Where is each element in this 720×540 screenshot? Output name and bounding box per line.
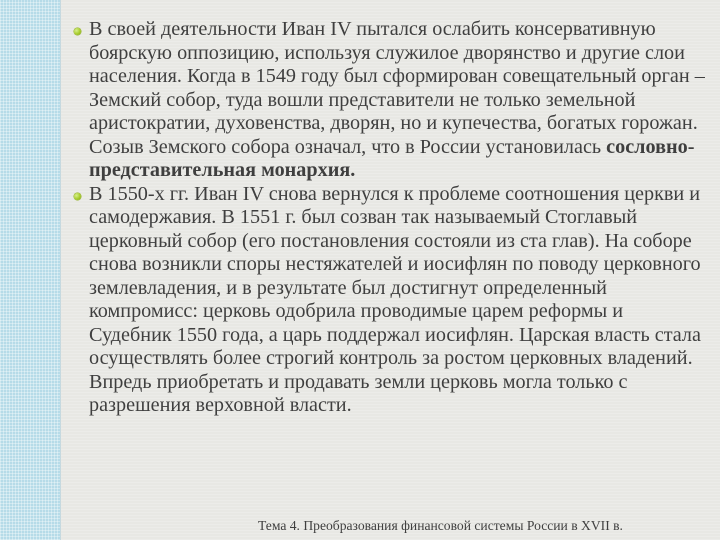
- bullet-icon: [74, 28, 81, 35]
- slide-body: [70, 18, 710, 418]
- paragraph-2-text: В 1550-х гг. Иван IV снова вернулся к проблеме соотношения церкви и самодержавия. В 1551 г. был созван так называемый Стоглавый церковный собор (его постановления состояли из ста глав). На соборе снова возникли споры нестяжателей и иосифлян по поводу церковного землевладения, и в результате был достигнут определенный компромисс: церковь одобрила проводимые царем реформы и Судебник 1550 года, а царь поддержал иосифлян. Царская власть стала осуществлять более строгий контроль за ростом церковных владений. Впредь приобретать и продавать земли церковь могла только с разрешения верховной власти.: [89, 182, 701, 416]
- paragraph-1-text: В своей деятельности Иван IV пытался ослабить консервативную боярскую оппозицию, используя служилое дворянство и другие слои населения. Когда в 1549 году был сформирован совещательный орган – Земский собор, туда вошли представители не только земельной аристократии, духовенства, дворян, но и купечества, богатых горожан. Созыв Земского собора означал, что в России установилась: [89, 18, 705, 158]
- paragraph-1-end: .: [350, 159, 356, 181]
- bullet-icon: [74, 193, 81, 200]
- slide-footer: Тема 4. Преобразования финансовой системы России в XVII в.: [258, 518, 623, 533]
- paragraph-1: [70, 18, 710, 183]
- paragraph-1-emphasis: сословно-представительная монархия: [89, 135, 695, 181]
- decorative-side-strip: [0, 0, 60, 540]
- paragraph-2: [70, 183, 710, 418]
- divider-line: [60, 0, 61, 540]
